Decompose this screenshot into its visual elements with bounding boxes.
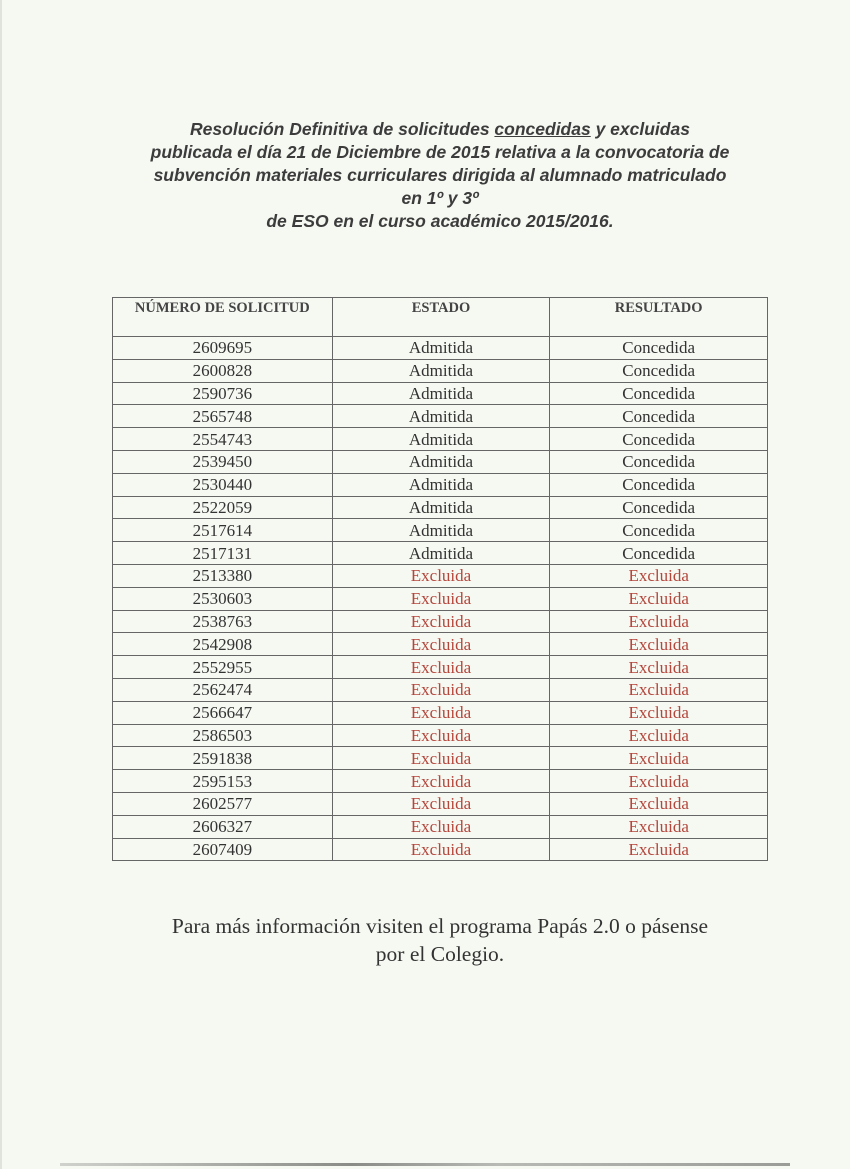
cell-estado: Excluida: [332, 633, 550, 656]
cell-resultado: Concedida: [550, 450, 768, 473]
heading-line-5: de ESO en el curso académico 2015/2016.: [266, 211, 614, 231]
cell-estado: Excluida: [332, 701, 550, 724]
table-row: [113, 610, 768, 633]
cell-resultado: Concedida: [550, 496, 768, 519]
cell-numero-solicitud: 2530440: [113, 473, 333, 496]
cell-estado: Admitida: [332, 405, 550, 428]
cell-estado: Excluida: [332, 838, 550, 861]
table-row: [113, 337, 768, 360]
cell-resultado: Excluida: [550, 747, 768, 770]
cell-resultado: Excluida: [550, 770, 768, 793]
table-row: [113, 656, 768, 679]
cell-resultado: Excluida: [550, 656, 768, 679]
cell-resultado: Concedida: [550, 405, 768, 428]
cell-estado: Excluida: [332, 770, 550, 793]
cell-estado: Excluida: [332, 656, 550, 679]
cell-estado: Admitida: [332, 359, 550, 382]
table-row: [113, 815, 768, 838]
document-heading: [110, 118, 770, 233]
cell-estado: Excluida: [332, 587, 550, 610]
cell-resultado: Excluida: [550, 587, 768, 610]
cell-numero-solicitud: 2562474: [113, 678, 333, 701]
cell-resultado: Concedida: [550, 382, 768, 405]
cell-numero-solicitud: 2522059: [113, 496, 333, 519]
table-row: [113, 542, 768, 565]
cell-numero-solicitud: 2552955: [113, 656, 333, 679]
cell-estado: Excluida: [332, 815, 550, 838]
cell-estado: Excluida: [332, 792, 550, 815]
cell-resultado: Concedida: [550, 359, 768, 382]
cell-estado: Admitida: [332, 542, 550, 565]
cell-numero-solicitud: 2542908: [113, 633, 333, 656]
table-row: [113, 747, 768, 770]
cell-resultado: Excluida: [550, 815, 768, 838]
table-row: [113, 428, 768, 451]
cell-numero-solicitud: 2609695: [113, 337, 333, 360]
cell-numero-solicitud: 2539450: [113, 450, 333, 473]
cell-numero-solicitud: 2565748: [113, 405, 333, 428]
table-row: [113, 701, 768, 724]
cell-resultado: Excluida: [550, 633, 768, 656]
cell-numero-solicitud: 2517614: [113, 519, 333, 542]
cell-estado: Excluida: [332, 564, 550, 587]
footer-line-1: Para más información visiten el programa Papás 2.0 o pásense: [171, 914, 709, 938]
cell-numero-solicitud: 2538763: [113, 610, 333, 633]
table-row: [113, 838, 768, 861]
cell-resultado: Concedida: [550, 337, 768, 360]
header-resultado: RESULTADO: [550, 298, 768, 337]
cell-numero-solicitud: 2607409: [113, 838, 333, 861]
cell-estado: Admitida: [332, 428, 550, 451]
cell-numero-solicitud: 2590736: [113, 382, 333, 405]
cell-estado: Excluida: [332, 724, 550, 747]
table-row: [113, 473, 768, 496]
cell-numero-solicitud: 2602577: [113, 792, 333, 815]
table-header-row: [113, 298, 768, 337]
cell-resultado: Excluida: [550, 610, 768, 633]
table-row: [113, 564, 768, 587]
cell-resultado: Excluida: [550, 838, 768, 861]
cell-numero-solicitud: 2530603: [113, 587, 333, 610]
table-row: [113, 359, 768, 382]
footer-line-2: por el Colegio.: [375, 942, 505, 966]
cell-resultado: Excluida: [550, 701, 768, 724]
cell-estado: Admitida: [332, 382, 550, 405]
table-row: [113, 496, 768, 519]
cell-estado: Admitida: [332, 473, 550, 496]
cell-resultado: Concedida: [550, 473, 768, 496]
cell-resultado: Excluida: [550, 678, 768, 701]
header-estado: ESTADO: [332, 298, 550, 337]
cell-numero-solicitud: 2606327: [113, 815, 333, 838]
scan-edge-left: [0, 0, 2, 1169]
cell-resultado: Excluida: [550, 724, 768, 747]
cell-numero-solicitud: 2591838: [113, 747, 333, 770]
footer-note: [110, 912, 770, 968]
cell-resultado: Excluida: [550, 792, 768, 815]
cell-estado: Admitida: [332, 519, 550, 542]
cell-numero-solicitud: 2600828: [113, 359, 333, 382]
cell-estado: Admitida: [332, 496, 550, 519]
cell-estado: Excluida: [332, 610, 550, 633]
table-row: [113, 770, 768, 793]
table-row: [113, 587, 768, 610]
heading-line-4: en 1º y 3º: [401, 188, 479, 208]
cell-estado: Admitida: [332, 450, 550, 473]
cell-numero-solicitud: 2586503: [113, 724, 333, 747]
heading-line-3: subvención materiales curriculares dirigida al alumnado matriculado: [153, 165, 727, 185]
cell-resultado: Concedida: [550, 542, 768, 565]
header-numero-solicitud: NÚMERO DE SOLICITUD: [113, 298, 333, 337]
table-row: [113, 678, 768, 701]
heading-line-2: publicada el día 21 de Diciembre de 2015 relativa a la convocatoria de: [150, 142, 730, 162]
cell-resultado: Concedida: [550, 519, 768, 542]
cell-numero-solicitud: 2517131: [113, 542, 333, 565]
scan-edge-bottom: [60, 1163, 790, 1166]
heading-line-1: Resolución Definitiva de solicitudes concedidas y excluidas: [190, 119, 690, 139]
heading-underlined-word: concedidas: [494, 119, 591, 139]
cell-resultado: Concedida: [550, 428, 768, 451]
cell-numero-solicitud: 2554743: [113, 428, 333, 451]
cell-estado: Excluida: [332, 678, 550, 701]
cell-numero-solicitud: 2513380: [113, 564, 333, 587]
cell-estado: Excluida: [332, 747, 550, 770]
table-row: [113, 792, 768, 815]
table-row: [113, 450, 768, 473]
results-table: [112, 297, 768, 861]
cell-estado: Admitida: [332, 337, 550, 360]
table-row: [113, 724, 768, 747]
cell-numero-solicitud: 2595153: [113, 770, 333, 793]
cell-resultado: Excluida: [550, 564, 768, 587]
table-row: [113, 519, 768, 542]
cell-numero-solicitud: 2566647: [113, 701, 333, 724]
table-row: [113, 405, 768, 428]
table-row: [113, 382, 768, 405]
table-row: [113, 633, 768, 656]
